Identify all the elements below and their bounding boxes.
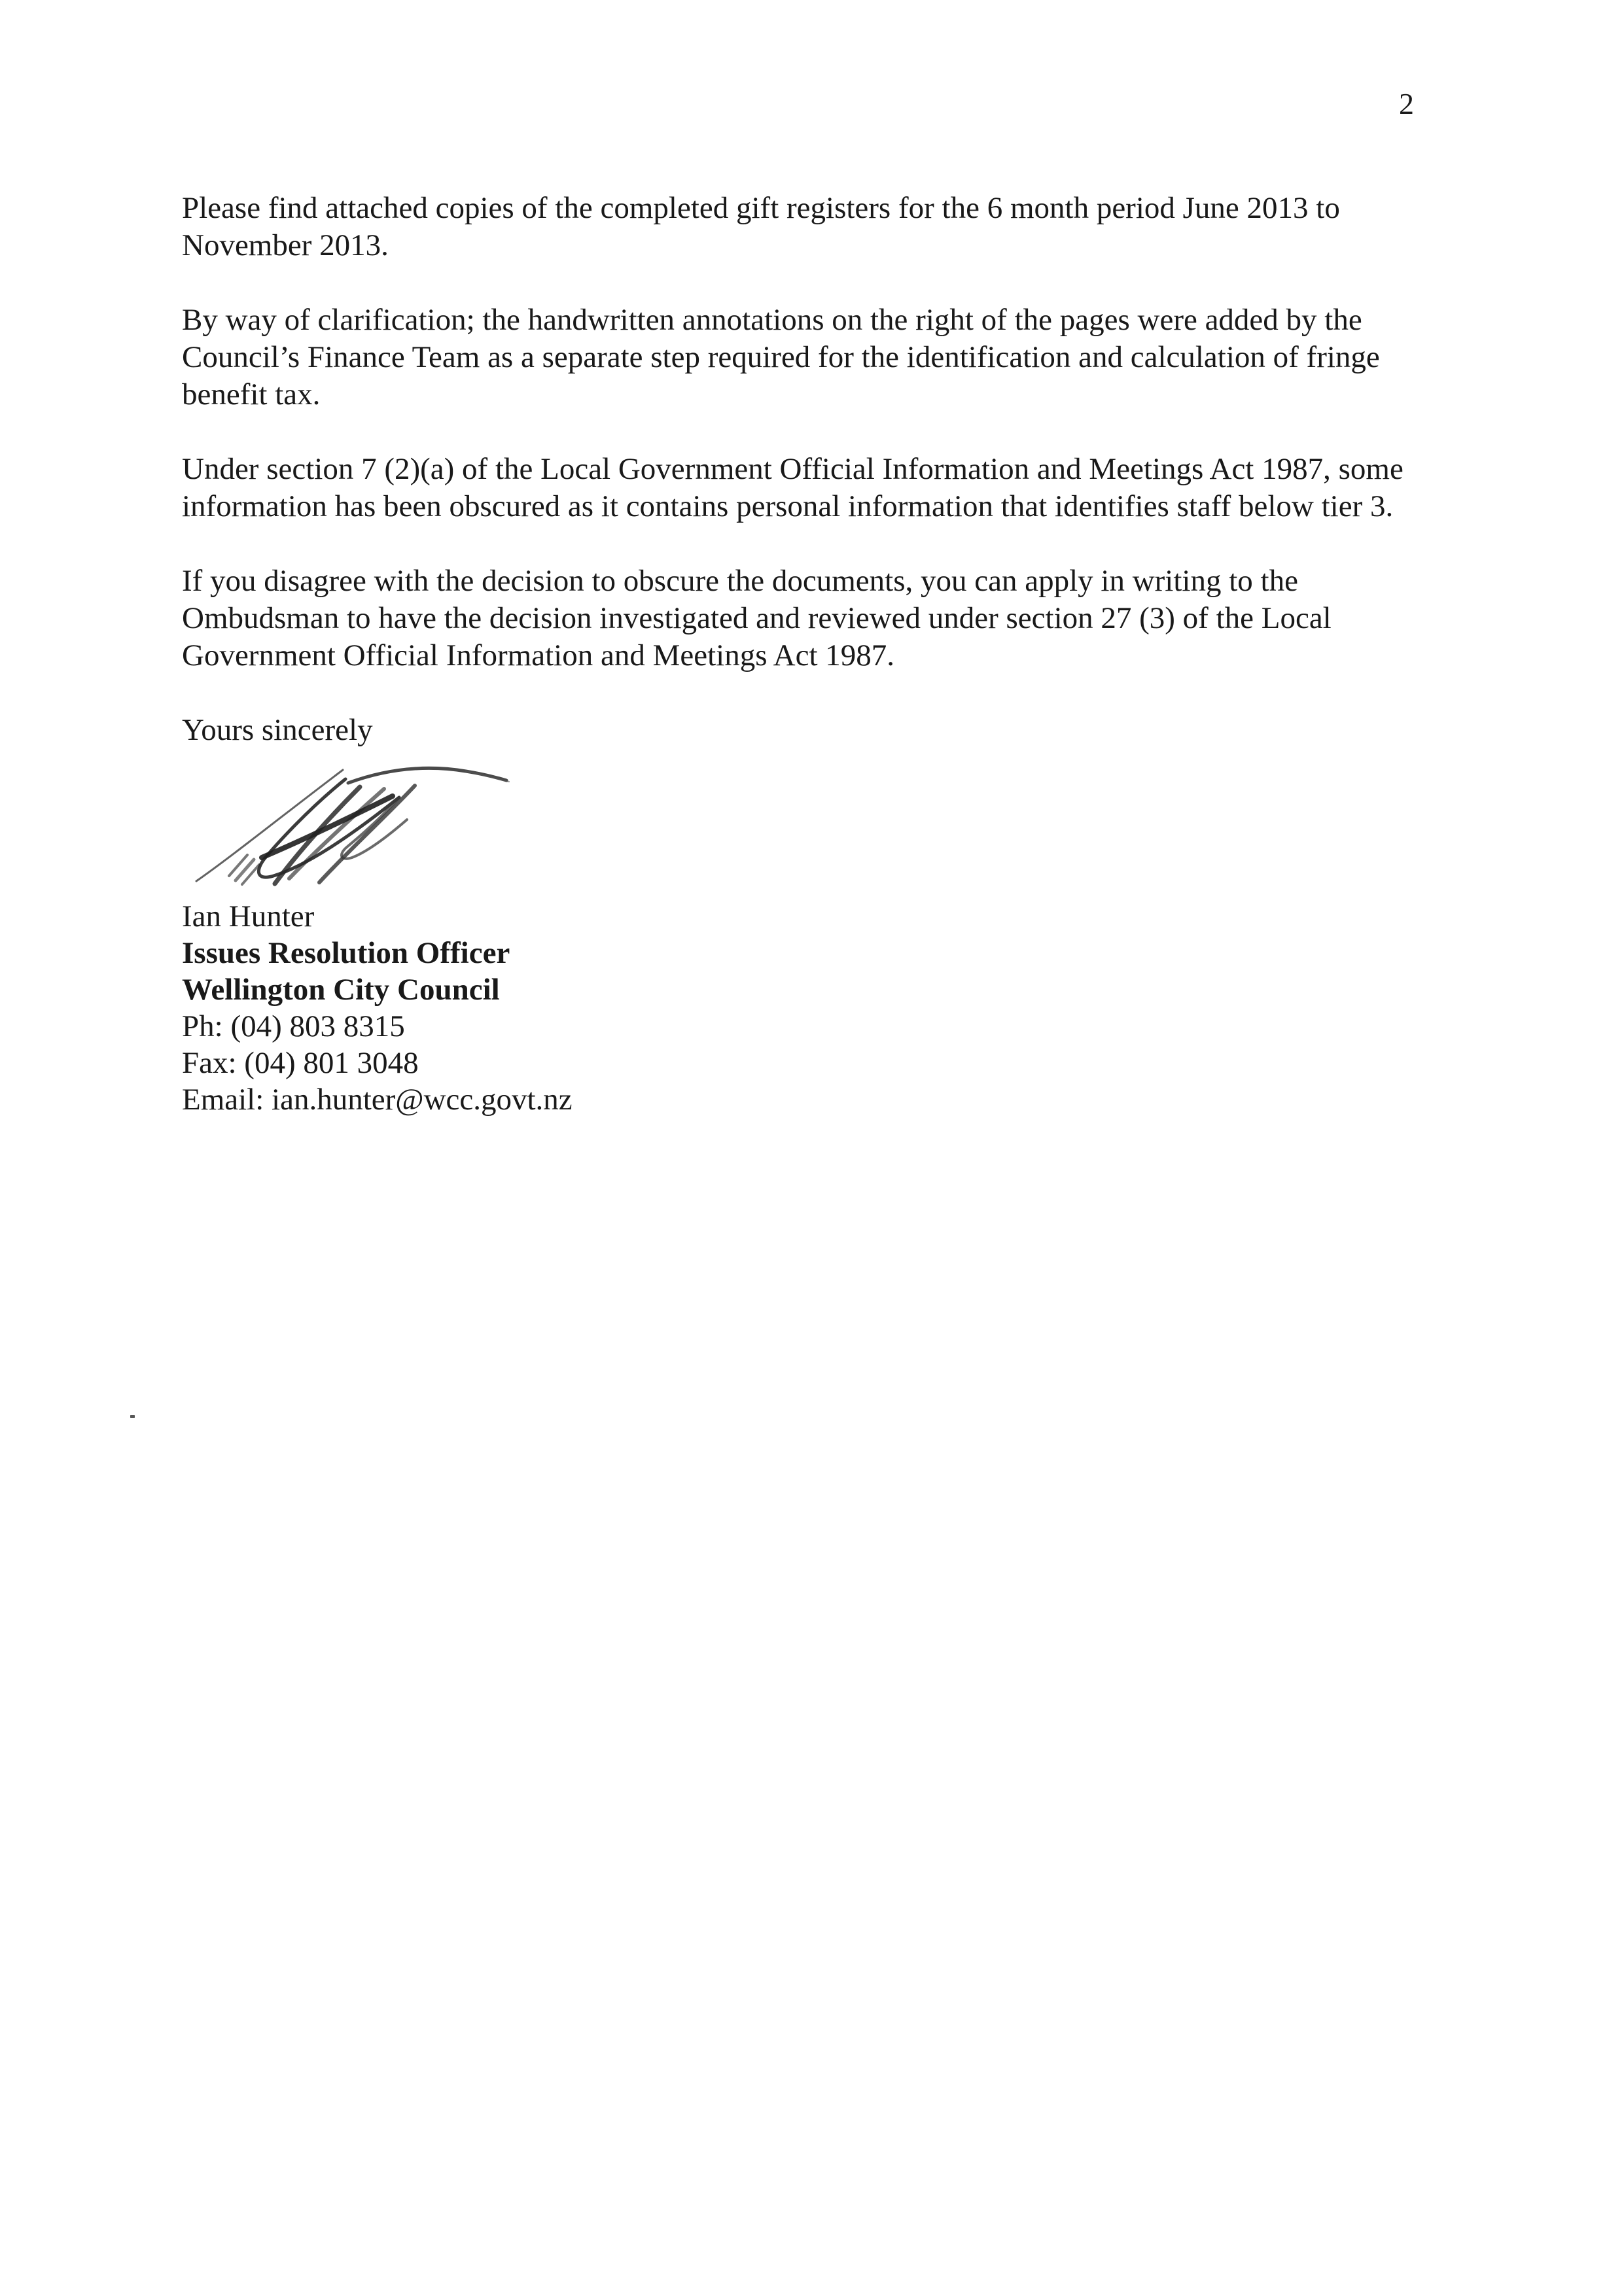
paragraph-gift-registers: Please find attached copies of the completed gift registers for the 6 month period June 2013 to November 2013. xyxy=(182,191,1340,262)
paragraph-clarification: By way of clarification; the handwritten annotations on the right of the pages were added by the Council’s Finance Team as a separate step required for the identification and calculation of fringe benefit tax. xyxy=(182,303,1380,411)
paragraph-section7-withholding: Under section 7 (2)(a) of the Local Government Official Information and Meetings Act 1987, some information has been obscured as it contains personal information that identifies staff below tier 3. xyxy=(182,452,1403,523)
sender-fax: Fax: (04) 801 3048 xyxy=(182,1046,419,1080)
letter-body xyxy=(182,190,1412,1118)
paragraph-ombudsman-review: If you disagree with the decision to obscure the documents, you can apply in writing to the Ombudsman to have the decision investigated and reviewed under section 27 (3) of the Local Government Official Information and Meetings Act 1987. xyxy=(182,564,1332,672)
page-number: 2 xyxy=(1399,87,1415,120)
sender-email: Email: ian.hunter@wcc.govt.nz xyxy=(182,1083,573,1117)
sender-name: Ian Hunter xyxy=(182,899,315,933)
signature-scribble-graphic xyxy=(191,759,512,888)
scan-speck-artifact xyxy=(130,1415,135,1418)
sender-title: Issues Resolution Officer xyxy=(182,936,510,970)
handwritten-signature xyxy=(191,759,512,888)
sender-organization: Wellington City Council xyxy=(182,973,500,1007)
closing-salutation: Yours sincerely xyxy=(182,713,373,747)
sender-contact-block xyxy=(182,898,1412,1118)
sender-phone: Ph: (04) 803 8315 xyxy=(182,1009,405,1043)
